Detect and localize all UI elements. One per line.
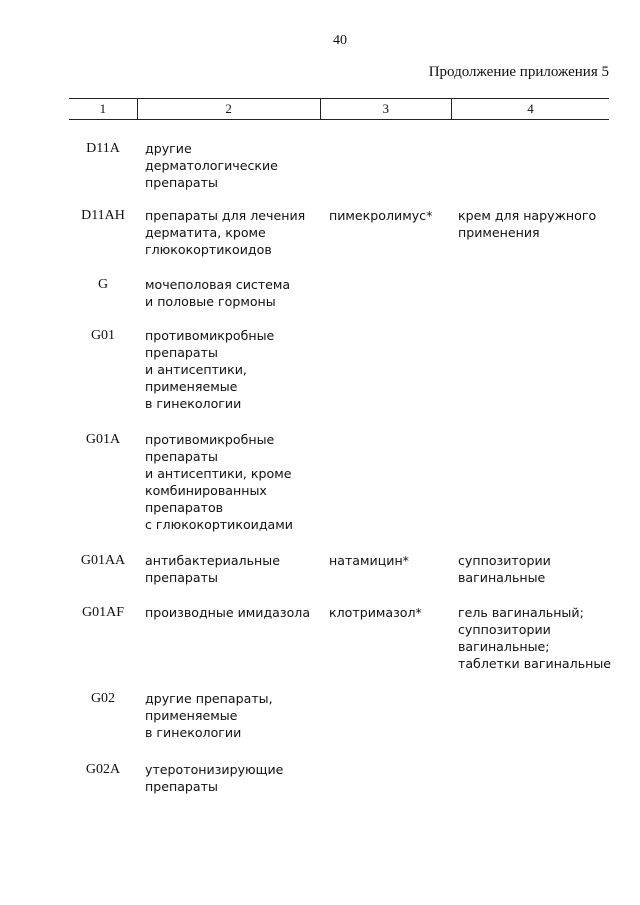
- group-description: утеротонизирующие препараты: [145, 762, 284, 794]
- dosage-form: суппозитории вагинальные: [458, 553, 551, 585]
- atc-code: G: [97, 277, 109, 292]
- atc-code: G01AF: [81, 605, 124, 620]
- column-header-2: 2: [137, 99, 320, 119]
- drug-name: клотримазол*: [329, 605, 422, 620]
- dosage-form: крем для наружного применения: [458, 208, 597, 240]
- atc-code: G01A: [85, 432, 121, 447]
- group-description: препараты для лечения дерматита, кроме глюкокортикоидов: [145, 208, 306, 257]
- group-description: другие дерматологические препараты: [145, 141, 278, 190]
- dosage-form: гель вагинальный; суппозитории вагинальные; таблетки вагинальные: [458, 605, 612, 671]
- group-description: противомикробные препараты и антисептики, применяемые в гинекологии: [145, 328, 275, 411]
- drug-name: пимекролимус*: [329, 208, 433, 223]
- table-header-row: [69, 98, 609, 120]
- group-description: другие препараты, применяемые в гинекологии: [145, 691, 273, 740]
- group-description: противомикробные препараты и антисептики, кроме комбинированных препаратов с глюкокортикоидами: [145, 432, 293, 532]
- atc-code: G02A: [85, 762, 121, 777]
- column-header-3: 3: [320, 99, 451, 119]
- group-description: мочеполовая система и половые гормоны: [145, 277, 291, 309]
- continuation-label: Продолжение приложения 5: [428, 64, 609, 80]
- atc-code: G01: [90, 328, 116, 343]
- drug-name: натамицин*: [329, 553, 409, 568]
- column-header-4: 4: [451, 99, 609, 119]
- atc-code: G01AA: [80, 553, 126, 568]
- group-description: антибактериальные препараты: [145, 553, 280, 585]
- column-header-1: 1: [99, 101, 107, 116]
- atc-code: D11A: [86, 141, 120, 156]
- page-number: 40: [333, 33, 347, 48]
- atc-code: G02: [90, 691, 116, 706]
- atc-code: D11AH: [81, 208, 125, 223]
- group-description: производные имидазола: [145, 605, 311, 620]
